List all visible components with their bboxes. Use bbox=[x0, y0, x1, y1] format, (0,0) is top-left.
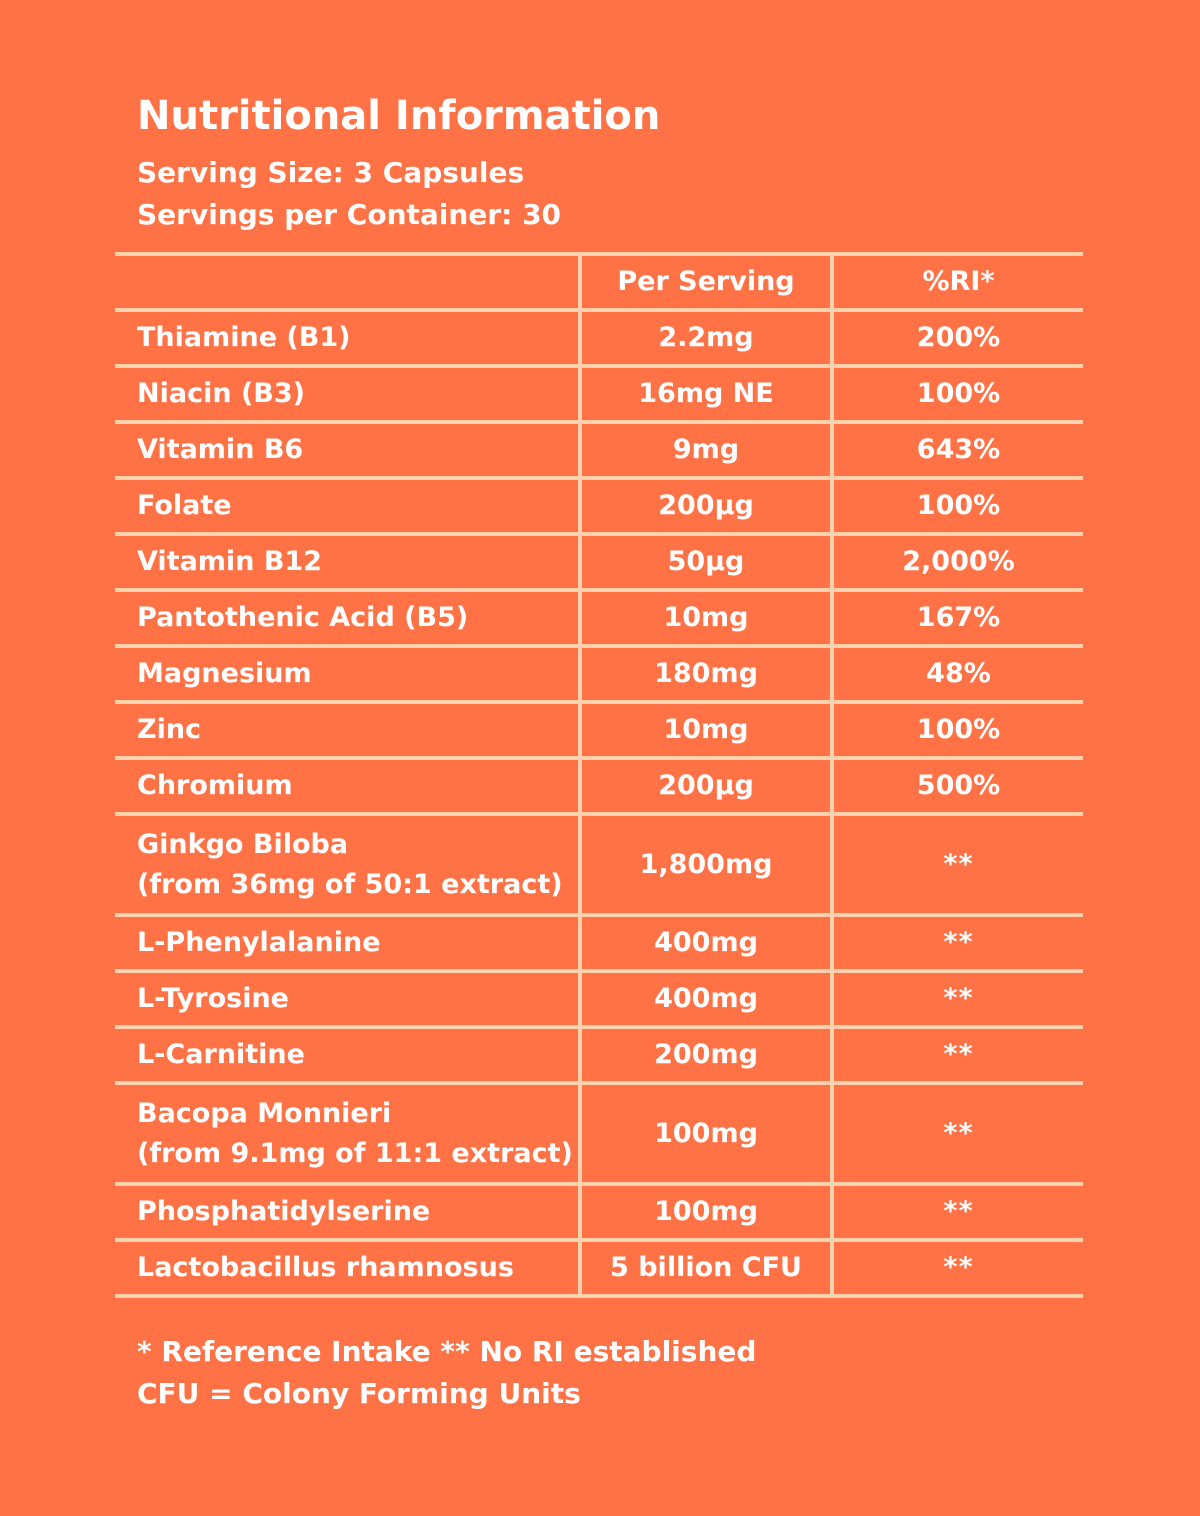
per-serving-value: 9mg bbox=[580, 422, 832, 478]
nutrient-name: L-Carnitine bbox=[115, 1027, 580, 1083]
table-header-row bbox=[115, 254, 1083, 310]
table-row bbox=[115, 310, 1083, 366]
ri-value: 48% bbox=[832, 646, 1083, 702]
nutrient-name-cell bbox=[115, 1083, 580, 1184]
nutrition-table bbox=[115, 252, 1083, 1298]
table-row bbox=[115, 646, 1083, 702]
per-serving-value: 10mg bbox=[580, 590, 832, 646]
ri-value: 500% bbox=[832, 758, 1083, 814]
per-serving-value: 16mg NE bbox=[580, 366, 832, 422]
per-serving-value: 100mg bbox=[580, 1184, 832, 1240]
per-serving-value: 180mg bbox=[580, 646, 832, 702]
per-serving-value: 50µg bbox=[580, 534, 832, 590]
ri-value: 200% bbox=[832, 310, 1083, 366]
nutrient-name: Phosphatidylserine bbox=[115, 1184, 580, 1240]
nutrient-name: L-Tyrosine bbox=[115, 971, 580, 1027]
table-row bbox=[115, 758, 1083, 814]
column-header-ri: %RI* bbox=[832, 254, 1083, 310]
serving-size: Serving Size: 3 Capsules bbox=[137, 156, 525, 189]
per-serving-value: 10mg bbox=[580, 702, 832, 758]
column-header-per-serving: Per Serving bbox=[580, 254, 832, 310]
per-serving-value: 5 billion CFU bbox=[580, 1240, 832, 1296]
nutrient-name: Pantothenic Acid (B5) bbox=[115, 590, 580, 646]
table-row bbox=[115, 366, 1083, 422]
table-row bbox=[115, 1184, 1083, 1240]
nutrient-name: L-Phenylalanine bbox=[115, 915, 580, 971]
nutrient-name: Zinc bbox=[115, 702, 580, 758]
ri-value: ** bbox=[832, 814, 1083, 915]
table-row bbox=[115, 1240, 1083, 1296]
per-serving-value: 100mg bbox=[580, 1083, 832, 1184]
table-row bbox=[115, 814, 1083, 915]
table-row bbox=[115, 702, 1083, 758]
column-header-nutrient bbox=[115, 254, 580, 310]
per-serving-value: 400mg bbox=[580, 971, 832, 1027]
footnote-reference-intake: * Reference Intake ** No RI established bbox=[137, 1335, 757, 1368]
table-row bbox=[115, 915, 1083, 971]
ri-value: ** bbox=[832, 971, 1083, 1027]
per-serving-value: 200µg bbox=[580, 478, 832, 534]
ri-value: ** bbox=[832, 1184, 1083, 1240]
footnote-cfu: CFU = Colony Forming Units bbox=[137, 1377, 581, 1410]
table-row bbox=[115, 1083, 1083, 1184]
ri-value: 2,000% bbox=[832, 534, 1083, 590]
ri-value: 100% bbox=[832, 478, 1083, 534]
table-row bbox=[115, 478, 1083, 534]
nutrient-name-detail: (from 9.1mg of 11:1 extract) bbox=[137, 1137, 573, 1169]
ri-value: 167% bbox=[832, 590, 1083, 646]
nutrient-name: Chromium bbox=[115, 758, 580, 814]
table-row bbox=[115, 590, 1083, 646]
per-serving-value: 200mg bbox=[580, 1027, 832, 1083]
ri-value: 100% bbox=[832, 366, 1083, 422]
table-row bbox=[115, 1027, 1083, 1083]
ri-value: ** bbox=[832, 1027, 1083, 1083]
nutrient-name: Bacopa Monnieri bbox=[137, 1097, 392, 1129]
ri-value: 100% bbox=[832, 702, 1083, 758]
nutrient-name: Ginkgo Biloba bbox=[137, 828, 349, 860]
per-serving-value: 200µg bbox=[580, 758, 832, 814]
ri-value: ** bbox=[832, 915, 1083, 971]
table-row bbox=[115, 971, 1083, 1027]
ri-value: 643% bbox=[832, 422, 1083, 478]
nutrient-name: Lactobacillus rhamnosus bbox=[115, 1240, 580, 1296]
servings-per-container: Servings per Container: 30 bbox=[137, 198, 562, 231]
ri-value: ** bbox=[832, 1240, 1083, 1296]
nutrient-name: Vitamin B6 bbox=[115, 422, 580, 478]
table-row bbox=[115, 534, 1083, 590]
nutrient-name-detail: (from 36mg of 50:1 extract) bbox=[137, 868, 563, 900]
per-serving-value: 2.2mg bbox=[580, 310, 832, 366]
nutrient-name: Folate bbox=[115, 478, 580, 534]
per-serving-value: 400mg bbox=[580, 915, 832, 971]
nutrient-name: Vitamin B12 bbox=[115, 534, 580, 590]
nutrient-name-cell bbox=[115, 814, 580, 915]
nutrient-name: Thiamine (B1) bbox=[115, 310, 580, 366]
nutrient-name: Niacin (B3) bbox=[115, 366, 580, 422]
nutrient-name: Magnesium bbox=[115, 646, 580, 702]
page-title: Nutritional Information bbox=[137, 93, 661, 139]
table-row bbox=[115, 422, 1083, 478]
ri-value: ** bbox=[832, 1083, 1083, 1184]
per-serving-value: 1,800mg bbox=[580, 814, 832, 915]
